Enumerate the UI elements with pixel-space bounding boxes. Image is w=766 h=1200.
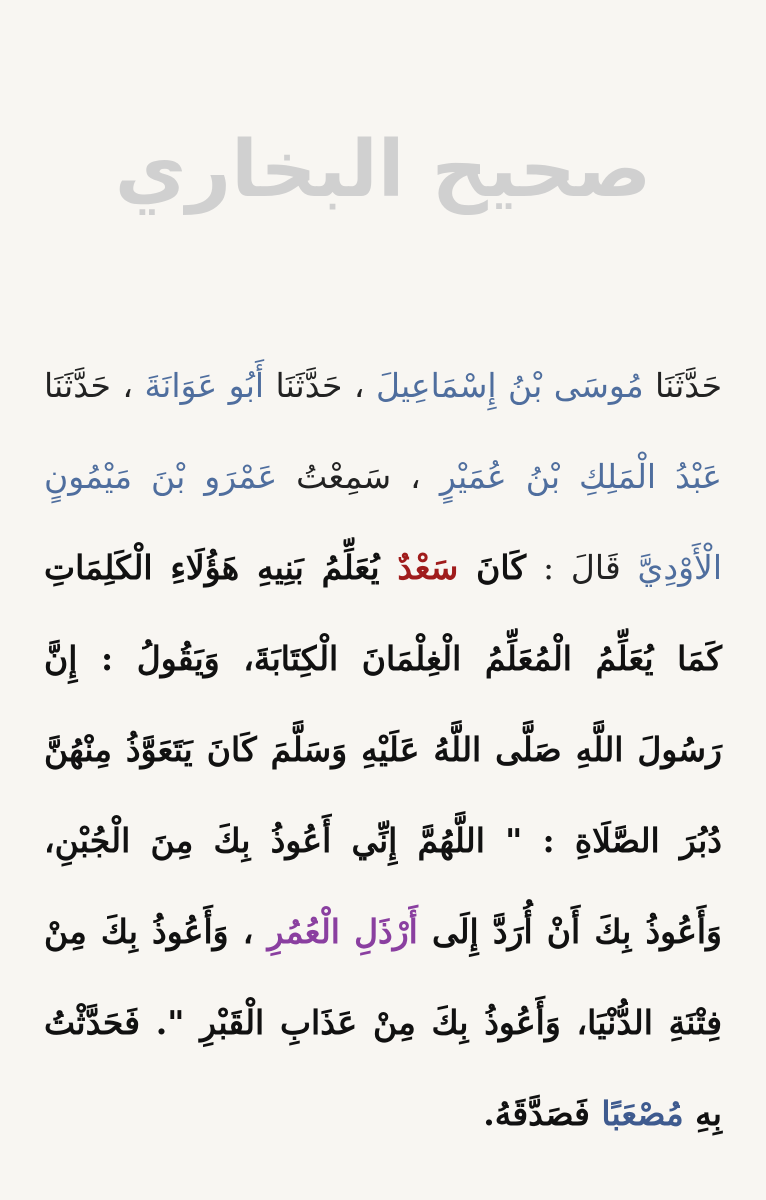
narrator-musa-ibn-ismail: مُوسَى بْنُ إِسْمَاعِيلَ: [375, 366, 644, 405]
book-title: صحيح البخاري: [114, 125, 652, 215]
hadith-text: [44, 340, 722, 1159]
narrator-abu-awana: أَبُو عَوَانَةَ: [144, 366, 265, 405]
isnad-segment: قَالَ :: [526, 548, 638, 587]
isnad-segment: ، حَدَّثَنَا: [264, 366, 376, 405]
matn-segment: يُعَلِّمُ بَنِيهِ هَؤُلَاءِ الْكَلِمَاتِ كَمَا يُعَلِّمُ الْمُعَلِّمُ الْغِلْمَانَ الْكِتَابَةَ، وَيَقُولُ : إِنَّ رَسُولَ اللَّهِ صَلَّى اللَّهُ عَلَيْهِ وَسَلَّمَ كَانَ يَتَعَوَّذُ مِنْهُنَّ دُبُرَ الصَّلَاةِ : " اللَّهُمَّ إِنِّي أَعُوذُ بِكَ مِنَ الْجُبْنِ، وَأَعُوذُ بِكَ أَنْ أُرَدَّ إِلَى: [44, 548, 722, 951]
narrator-amr-ibn-maymun: عَمْرَو بْنَ مَيْمُونٍ الْأَوْدِيَّ: [44, 457, 722, 587]
matn-segment: كَانَ: [458, 548, 527, 587]
isnad-segment: ، حَدَّثَنَا: [44, 366, 145, 405]
highlighted-phrase: أَرْذَلِ الْعُمُرِ: [267, 912, 418, 951]
isnad-segment: حَدَّثَنَا: [643, 366, 722, 405]
isnad-segment: ، سَمِعْتُ: [277, 457, 440, 496]
narrator-musab: مُصْعَبًا: [601, 1094, 684, 1133]
sahabi-name: سَعْدٌ: [397, 548, 459, 587]
narrator-abd-al-malik: عَبْدُ الْمَلِكِ بْنُ عُمَيْرٍ: [439, 457, 722, 496]
matn-segment: ، وَأَعُوذُ بِكَ مِنْ فِتْنَةِ الدُّنْيَا، وَأَعُوذُ بِكَ مِنْ عَذَابِ الْقَبْرِ ". فَحَدَّثْتُ بِهِ: [44, 912, 722, 1133]
matn-segment: فَصَدَّقَهُ.: [483, 1094, 602, 1133]
